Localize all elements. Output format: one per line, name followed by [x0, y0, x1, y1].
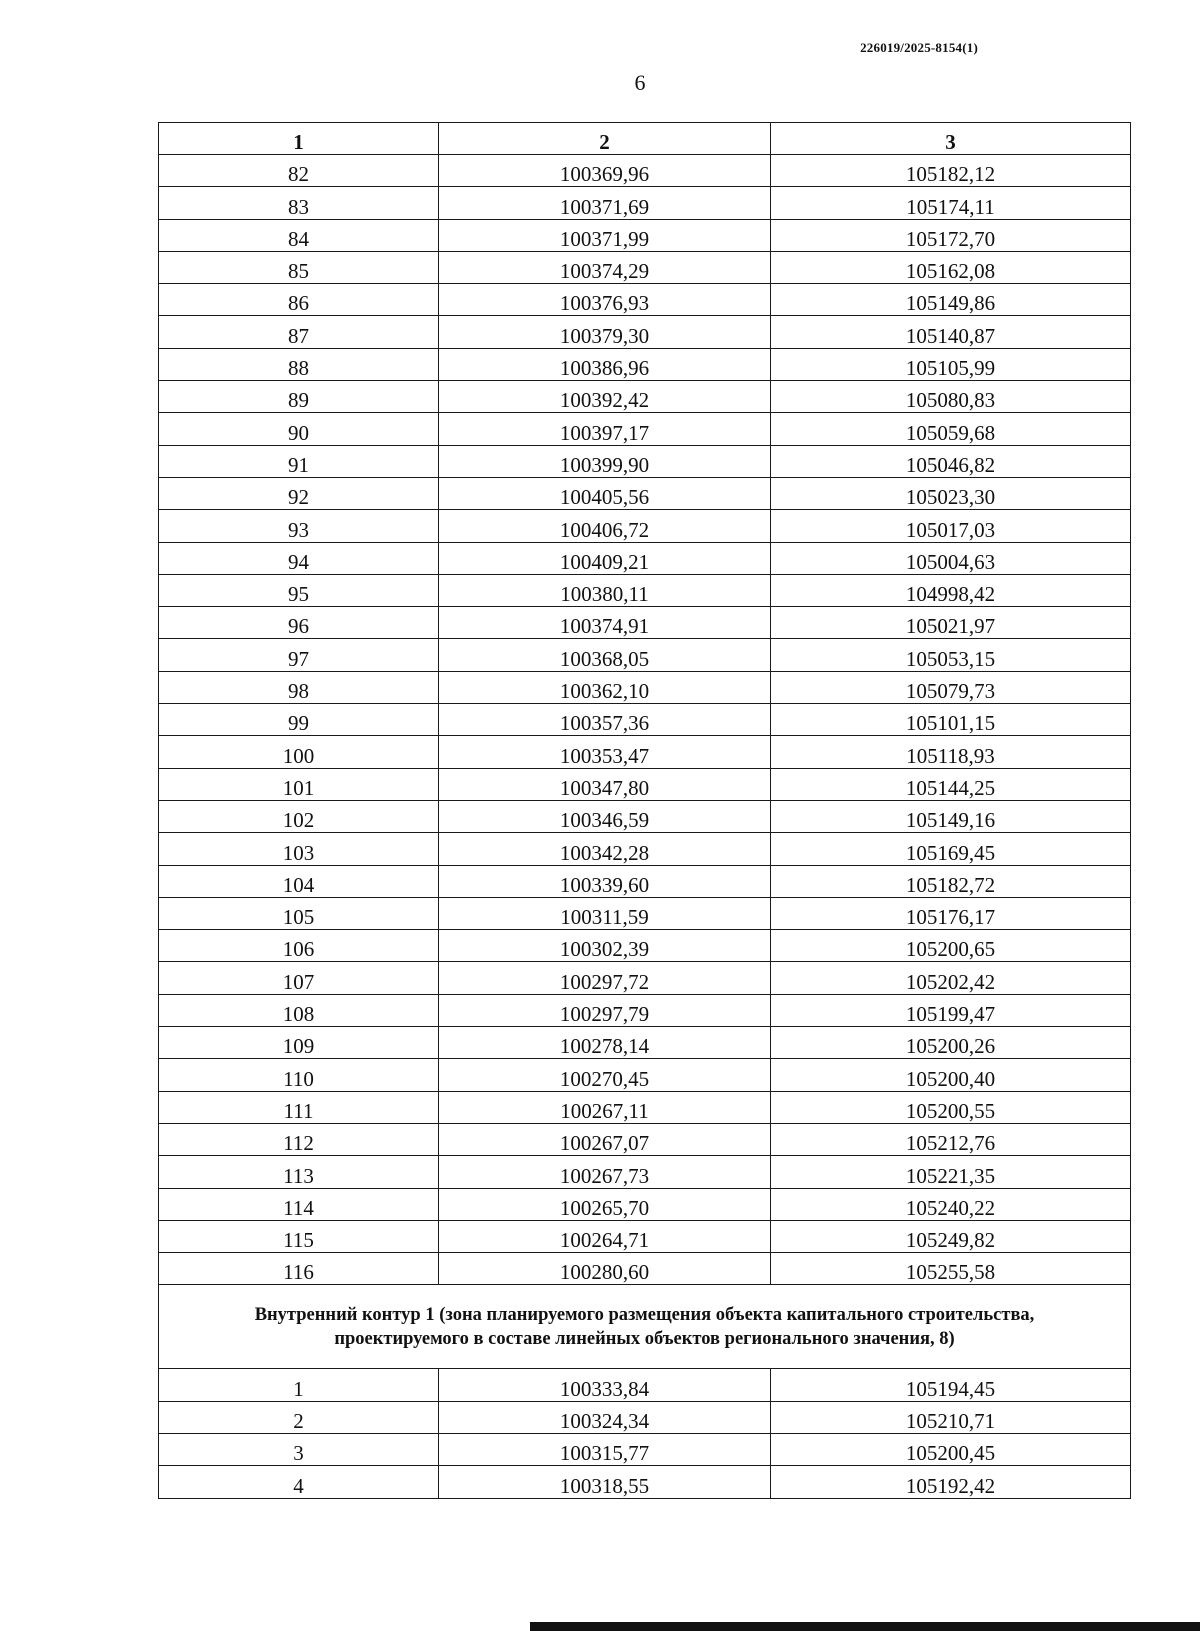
point-number-cell: 82	[159, 155, 439, 187]
point-number-cell: 106	[159, 930, 439, 962]
table-row	[159, 671, 1131, 703]
x-coordinate-cell: 100264,71	[439, 1220, 771, 1252]
y-coordinate-cell: 105059,68	[771, 413, 1131, 445]
point-number-cell: 107	[159, 962, 439, 994]
table-row	[159, 897, 1131, 929]
point-number-cell: 95	[159, 574, 439, 606]
point-number-cell: 84	[159, 219, 439, 251]
column-header-x: 2	[439, 123, 771, 155]
point-number-cell: 83	[159, 187, 439, 219]
table-row	[159, 574, 1131, 606]
point-number-cell: 3	[159, 1433, 439, 1465]
table-row	[159, 1123, 1131, 1155]
table-header-row	[159, 123, 1131, 155]
y-coordinate-cell: 105200,40	[771, 1059, 1131, 1091]
point-number-cell: 88	[159, 348, 439, 380]
x-coordinate-cell: 100267,73	[439, 1156, 771, 1188]
y-coordinate-cell: 105200,65	[771, 930, 1131, 962]
x-coordinate-cell: 100362,10	[439, 671, 771, 703]
x-coordinate-cell: 100347,80	[439, 768, 771, 800]
x-coordinate-cell: 100405,56	[439, 477, 771, 509]
point-number-cell: 97	[159, 639, 439, 671]
y-coordinate-cell: 105105,99	[771, 348, 1131, 380]
table-row	[159, 155, 1131, 187]
point-number-cell: 109	[159, 1027, 439, 1059]
point-number-cell: 104	[159, 865, 439, 897]
page-number: 6	[634, 70, 646, 95]
table-row	[159, 187, 1131, 219]
point-number-cell: 110	[159, 1059, 439, 1091]
point-number-cell: 113	[159, 1156, 439, 1188]
y-coordinate-cell: 105192,42	[771, 1466, 1131, 1498]
y-coordinate-cell: 105212,76	[771, 1123, 1131, 1155]
table-body	[159, 123, 1131, 1499]
table-row	[159, 477, 1131, 509]
table-row	[159, 1369, 1131, 1401]
point-number-cell: 96	[159, 607, 439, 639]
x-coordinate-cell: 100297,72	[439, 962, 771, 994]
x-coordinate-cell: 100339,60	[439, 865, 771, 897]
table-row	[159, 542, 1131, 574]
section-heading: Внутренний контур 1 (зона планируемого размещения объекта капитального строительства, проектируемого в составе линейных объектов регионального значения, 8)	[159, 1285, 1131, 1369]
table-row	[159, 219, 1131, 251]
x-coordinate-cell: 100406,72	[439, 510, 771, 542]
table-row	[159, 1091, 1131, 1123]
point-number-cell: 87	[159, 316, 439, 348]
x-coordinate-cell: 100399,90	[439, 445, 771, 477]
table-row	[159, 607, 1131, 639]
x-coordinate-cell: 100374,91	[439, 607, 771, 639]
y-coordinate-cell: 105176,17	[771, 897, 1131, 929]
x-coordinate-cell: 100324,34	[439, 1401, 771, 1433]
point-number-cell: 103	[159, 833, 439, 865]
point-number-cell: 112	[159, 1123, 439, 1155]
x-coordinate-cell: 100409,21	[439, 542, 771, 574]
table-row	[159, 1401, 1131, 1433]
y-coordinate-cell: 105182,12	[771, 155, 1131, 187]
x-coordinate-cell: 100265,70	[439, 1188, 771, 1220]
x-coordinate-cell: 100278,14	[439, 1027, 771, 1059]
point-number-cell: 94	[159, 542, 439, 574]
x-coordinate-cell: 100371,69	[439, 187, 771, 219]
x-coordinate-cell: 100267,11	[439, 1091, 771, 1123]
y-coordinate-cell: 105172,70	[771, 219, 1131, 251]
point-number-cell: 98	[159, 671, 439, 703]
y-coordinate-cell: 105079,73	[771, 671, 1131, 703]
y-coordinate-cell: 105162,08	[771, 251, 1131, 283]
x-coordinate-cell: 100318,55	[439, 1466, 771, 1498]
point-number-cell: 111	[159, 1091, 439, 1123]
table-row	[159, 1433, 1131, 1465]
y-coordinate-cell: 105118,93	[771, 736, 1131, 768]
point-number-cell: 102	[159, 800, 439, 832]
point-number-cell: 4	[159, 1466, 439, 1498]
point-number-cell: 85	[159, 251, 439, 283]
y-coordinate-cell: 105046,82	[771, 445, 1131, 477]
x-coordinate-cell: 100368,05	[439, 639, 771, 671]
point-number-cell: 90	[159, 413, 439, 445]
x-coordinate-cell: 100392,42	[439, 381, 771, 413]
document-number: 226019/2025-8154(1)	[860, 40, 978, 55]
point-number-cell: 92	[159, 477, 439, 509]
table-row	[159, 704, 1131, 736]
x-coordinate-cell: 100342,28	[439, 833, 771, 865]
point-number-cell: 101	[159, 768, 439, 800]
table-row	[159, 1466, 1131, 1498]
y-coordinate-cell: 105023,30	[771, 477, 1131, 509]
y-coordinate-cell: 105200,26	[771, 1027, 1131, 1059]
x-coordinate-cell: 100380,11	[439, 574, 771, 606]
table-row	[159, 1220, 1131, 1252]
x-coordinate-cell: 100333,84	[439, 1369, 771, 1401]
y-coordinate-cell: 105221,35	[771, 1156, 1131, 1188]
column-header-y: 3	[771, 123, 1131, 155]
table-row	[159, 1253, 1131, 1285]
y-coordinate-cell: 105021,97	[771, 607, 1131, 639]
table-row	[159, 1156, 1131, 1188]
x-coordinate-cell: 100376,93	[439, 284, 771, 316]
point-number-cell: 100	[159, 736, 439, 768]
section-heading-row	[159, 1285, 1131, 1369]
x-coordinate-cell: 100270,45	[439, 1059, 771, 1091]
table-row	[159, 962, 1131, 994]
y-coordinate-cell: 105194,45	[771, 1369, 1131, 1401]
column-header-point: 1	[159, 123, 439, 155]
scan-edge-bar	[530, 1622, 1200, 1631]
y-coordinate-cell: 105149,86	[771, 284, 1131, 316]
x-coordinate-cell: 100315,77	[439, 1433, 771, 1465]
point-number-cell: 116	[159, 1253, 439, 1285]
table-row	[159, 413, 1131, 445]
y-coordinate-cell: 105240,22	[771, 1188, 1131, 1220]
x-coordinate-cell: 100280,60	[439, 1253, 771, 1285]
y-coordinate-cell: 105004,63	[771, 542, 1131, 574]
table-row	[159, 510, 1131, 542]
x-coordinate-cell: 100353,47	[439, 736, 771, 768]
y-coordinate-cell: 105144,25	[771, 768, 1131, 800]
table-row	[159, 736, 1131, 768]
y-coordinate-cell: 105210,71	[771, 1401, 1131, 1433]
y-coordinate-cell: 105200,55	[771, 1091, 1131, 1123]
table-row	[159, 865, 1131, 897]
x-coordinate-cell: 100369,96	[439, 155, 771, 187]
point-number-cell: 1	[159, 1369, 439, 1401]
x-coordinate-cell: 100302,39	[439, 930, 771, 962]
y-coordinate-cell: 105101,15	[771, 704, 1131, 736]
y-coordinate-cell: 105249,82	[771, 1220, 1131, 1252]
table-row	[159, 316, 1131, 348]
y-coordinate-cell: 105202,42	[771, 962, 1131, 994]
x-coordinate-cell: 100311,59	[439, 897, 771, 929]
point-number-cell: 115	[159, 1220, 439, 1252]
table-row	[159, 1188, 1131, 1220]
y-coordinate-cell: 105174,11	[771, 187, 1131, 219]
point-number-cell: 114	[159, 1188, 439, 1220]
y-coordinate-cell: 105149,16	[771, 800, 1131, 832]
x-coordinate-cell: 100379,30	[439, 316, 771, 348]
table-row	[159, 1027, 1131, 1059]
point-number-cell: 91	[159, 445, 439, 477]
y-coordinate-cell: 105053,15	[771, 639, 1131, 671]
y-coordinate-cell: 105255,58	[771, 1253, 1131, 1285]
table-row	[159, 251, 1131, 283]
table-row	[159, 768, 1131, 800]
coordinates-table	[158, 122, 1131, 1499]
x-coordinate-cell: 100371,99	[439, 219, 771, 251]
x-coordinate-cell: 100346,59	[439, 800, 771, 832]
table-row	[159, 994, 1131, 1026]
x-coordinate-cell: 100386,96	[439, 348, 771, 380]
y-coordinate-cell: 105080,83	[771, 381, 1131, 413]
table-row	[159, 930, 1131, 962]
y-coordinate-cell: 104998,42	[771, 574, 1131, 606]
y-coordinate-cell: 105199,47	[771, 994, 1131, 1026]
point-number-cell: 99	[159, 704, 439, 736]
table-row	[159, 284, 1131, 316]
x-coordinate-cell: 100357,36	[439, 704, 771, 736]
point-number-cell: 86	[159, 284, 439, 316]
y-coordinate-cell: 105169,45	[771, 833, 1131, 865]
table-row	[159, 445, 1131, 477]
table-row	[159, 381, 1131, 413]
table-row	[159, 348, 1131, 380]
point-number-cell: 108	[159, 994, 439, 1026]
y-coordinate-cell: 105200,45	[771, 1433, 1131, 1465]
point-number-cell: 2	[159, 1401, 439, 1433]
table-row	[159, 1059, 1131, 1091]
y-coordinate-cell: 105017,03	[771, 510, 1131, 542]
point-number-cell: 105	[159, 897, 439, 929]
point-number-cell: 89	[159, 381, 439, 413]
x-coordinate-cell: 100267,07	[439, 1123, 771, 1155]
point-number-cell: 93	[159, 510, 439, 542]
table-row	[159, 833, 1131, 865]
x-coordinate-cell: 100397,17	[439, 413, 771, 445]
table-row	[159, 639, 1131, 671]
table-row	[159, 800, 1131, 832]
x-coordinate-cell: 100374,29	[439, 251, 771, 283]
y-coordinate-cell: 105140,87	[771, 316, 1131, 348]
x-coordinate-cell: 100297,79	[439, 994, 771, 1026]
y-coordinate-cell: 105182,72	[771, 865, 1131, 897]
